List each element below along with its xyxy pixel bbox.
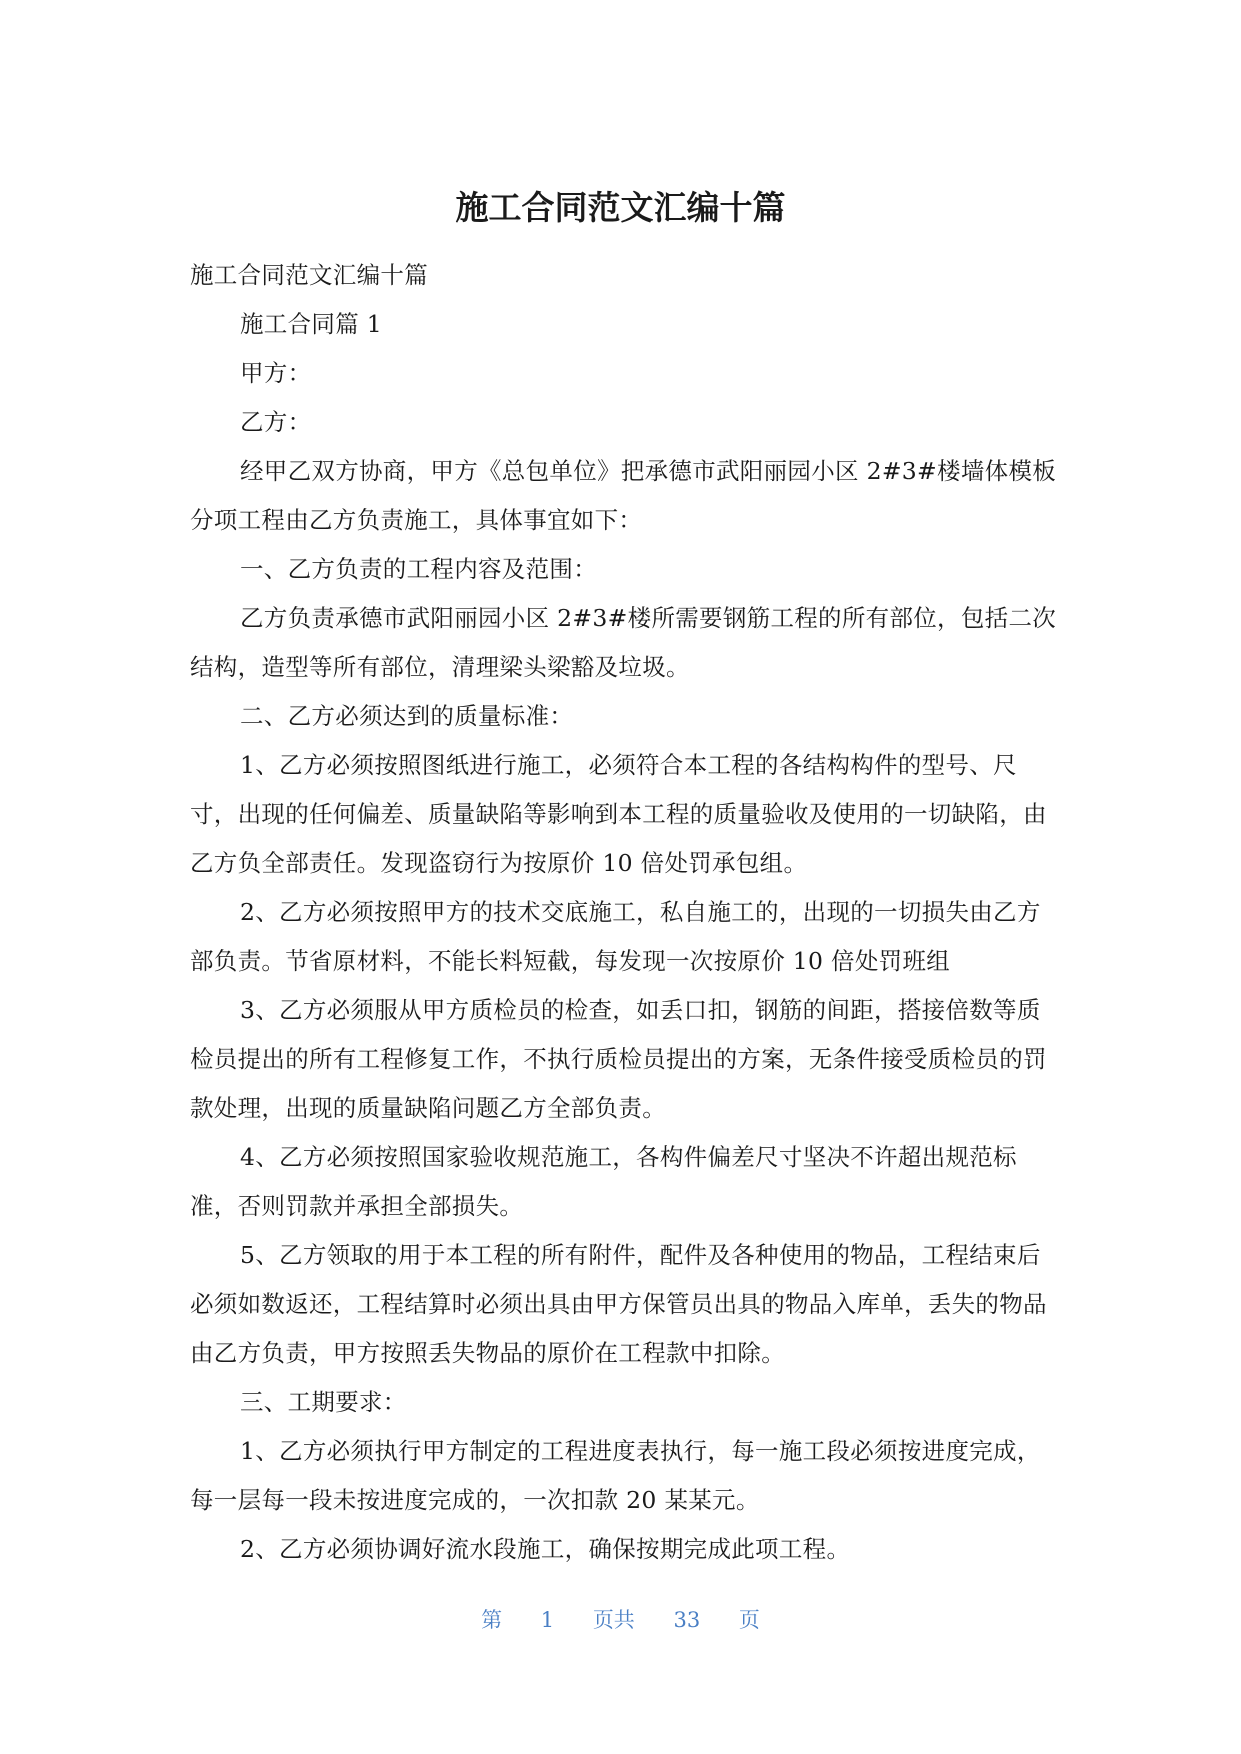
document-title: 施工合同范文汇编十篇 [455, 188, 786, 227]
paragraph: 甲方： [240, 359, 312, 387]
footer-total-pages: 33 [673, 1608, 701, 1632]
paragraph: 1、乙方必须执行甲方制定的工程进度表执行，每一施工段必须按进度完成，每一层每一段未按进度完成的，一次扣款 20 某某元。 [190, 1437, 1041, 1514]
footer-suffix: 页 [738, 1608, 760, 1632]
paragraph: 经甲乙双方协商，甲方《总包单位》把承德市武阳丽园小区 2#3#楼墙体模板分项工程由乙方负责施工，具体事宜如下： [190, 457, 1057, 534]
paragraph: 乙方： [240, 408, 312, 436]
paragraph: 4、乙方必须按照国家验收规范施工，各构件偏差尺寸坚决不许超出规范标准，否则罚款并承担全部损失。 [190, 1143, 1017, 1220]
paragraph: 一、乙方负责的工程内容及范围： [240, 555, 597, 583]
paragraph: 3、乙方必须服从甲方质检员的检查，如丢口扣，钢筋的间距，搭接倍数等质检员提出的所有工程修复工作，不执行质检员提出的方案，无条件接受质检员的罚款处理，出现的质量缺陷问题乙方全部负责。 [190, 996, 1047, 1122]
paragraph: 2、乙方必须按照甲方的技术交底施工，私自施工的，出现的一切损失由乙方部负责。节省原材料，不能长料短截，每发现一次按原价 10 倍处罚班组 [190, 898, 1041, 975]
paragraph: 三、工期要求： [240, 1388, 407, 1416]
paragraph: 施工合同篇 1 [240, 310, 383, 338]
paragraph: 乙方负责承德市武阳丽园小区 2#3#楼所需要钢筋工程的所有部位，包括二次结构，造型等所有部位，清理梁头梁豁及垃圾。 [190, 604, 1057, 681]
paragraph: 二、乙方必须达到的质量标准： [240, 702, 574, 730]
page-footer [0, 1604, 1241, 1634]
paragraph: 1、乙方必须按照图纸进行施工，必须符合本工程的各结构构件的型号、尺寸，出现的任何偏差、质量缺陷等影响到本工程的质量验收及使用的一切缺陷，由乙方负全部责任。发现盗窃行为按原价 10 倍处罚承包组。 [190, 751, 1047, 877]
paragraph: 施工合同范文汇编十篇 [190, 261, 428, 289]
footer-page-number: 1 [540, 1608, 555, 1632]
paragraph: 2、乙方必须协调好流水段施工，确保按期完成此项工程。 [240, 1535, 851, 1563]
document-body [190, 251, 1058, 1574]
paragraph: 5、乙方领取的用于本工程的所有附件，配件及各种使用的物品，工程结束后必须如数返还，工程结算时必须出具由甲方保管员出具的物品入库单，丢失的物品由乙方负责，甲方按照丢失物品的原价在工程款中扣除。 [190, 1241, 1047, 1367]
footer-prefix: 第 [481, 1608, 503, 1632]
footer-middle: 页共 [592, 1608, 635, 1632]
